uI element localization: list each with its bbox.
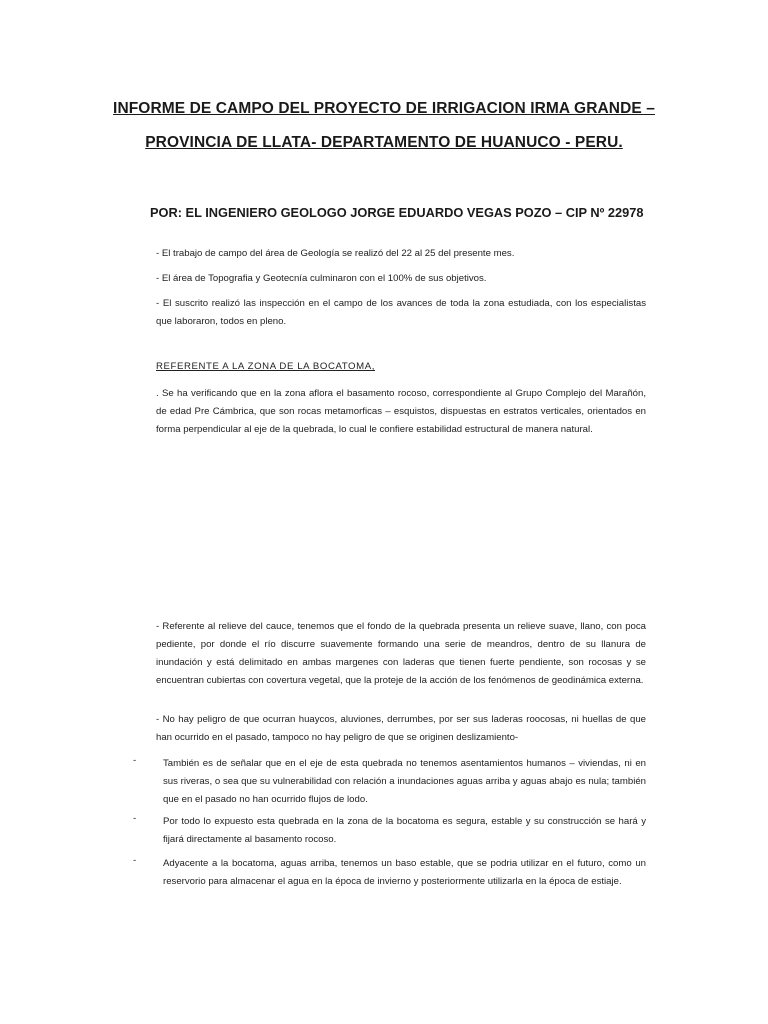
intro-item-1: - El trabajo de campo del área de Geología se realizó del 22 al 25 del presente mes.: [156, 248, 515, 259]
author-line: POR: EL INGENIERO GEOLOGO JORGE EDUARDO VEGAS POZO – CIP Nº 22978: [150, 205, 644, 220]
list-item-stability: Por todo lo expuesto esta quebrada en la zona de la bocatoma es segura, estable y su construcción se hará y fijará directamente al basamento rocoso.: [163, 816, 646, 845]
document-title-line-1: INFORME DE CAMPO DEL PROYECTO DE IRRIGACION IRMA GRANDE –: [113, 100, 655, 117]
hazard-paragraph: - No hay peligro de que ocurran huaycos, aluviones, derrumbes, por ser sus laderas roocosas, ni huellas de que han ocurrido en el pasado, tampoco no hay peligro de que se originen deslizamiento-: [156, 714, 646, 743]
list-dash: -: [133, 813, 137, 824]
intro-item-2: - El área de Topografia y Geotecnía culminaron con el 100% de sus objetivos.: [156, 273, 487, 284]
document-title-line-2: PROVINCIA DE LLATA- DEPARTAMENTO DE HUANUCO - PERU.: [145, 134, 623, 151]
relief-paragraph: - Referente al relieve del cauce, tenemos que el fondo de la quebrada presenta un relieve suave, llano, con poca pediente, por donde el río discurre suavemente formando una serie de meandros, dentro de su llanura de inundación y está delimitado en ambas margenes con laderas que tienen fuerte pendiente, son rocosas y se encuentran cubiertas con covertura vegetal, que la proteje de la acción de los fenómenos de geodinámica externa.: [156, 621, 646, 686]
list-item-settlements: También es de señalar que en el eje de esta quebrada no tenemos asentamientos humanos – viviendas, ni en sus riveras, o sea que su vulnerabilidad con relación a inundaciones aguas arriba y aguas abajo es nula; también que en el pasado no han ocurrido flujos de lodo.: [163, 758, 646, 805]
list-dash: -: [133, 855, 137, 866]
bocatoma-paragraph: . Se ha verificando que en la zona aflora el basamento rocoso, correspondiente al Grupo Complejo del Marañón, de edad Pre Cámbrica, que son rocas metamorficas – esquistos, dispuestas en estratos verticales, orientados en forma perpendicular al eje de la quebrada, lo cual le confiere estabilidad estructural de manera natural.: [156, 388, 646, 435]
list-item-reservoir: Adyacente a la bocatoma, aguas arriba, tenemos un baso estable, que se podria utilizar en el futuro, como un reservorio para almacenar el agua en la época de invierno y posteriormente utilizarla en la época de estiaje.: [163, 858, 646, 887]
list-dash: -: [133, 755, 137, 766]
section-heading-bocatoma: REFERENTE A LA ZONA DE LA BOCATOMA,: [156, 361, 375, 372]
intro-item-3: - El suscrito realizó las inspección en el campo de los avances de toda la zona estudiada, con los especialistas que laboraron, todos en pleno.: [156, 298, 646, 327]
